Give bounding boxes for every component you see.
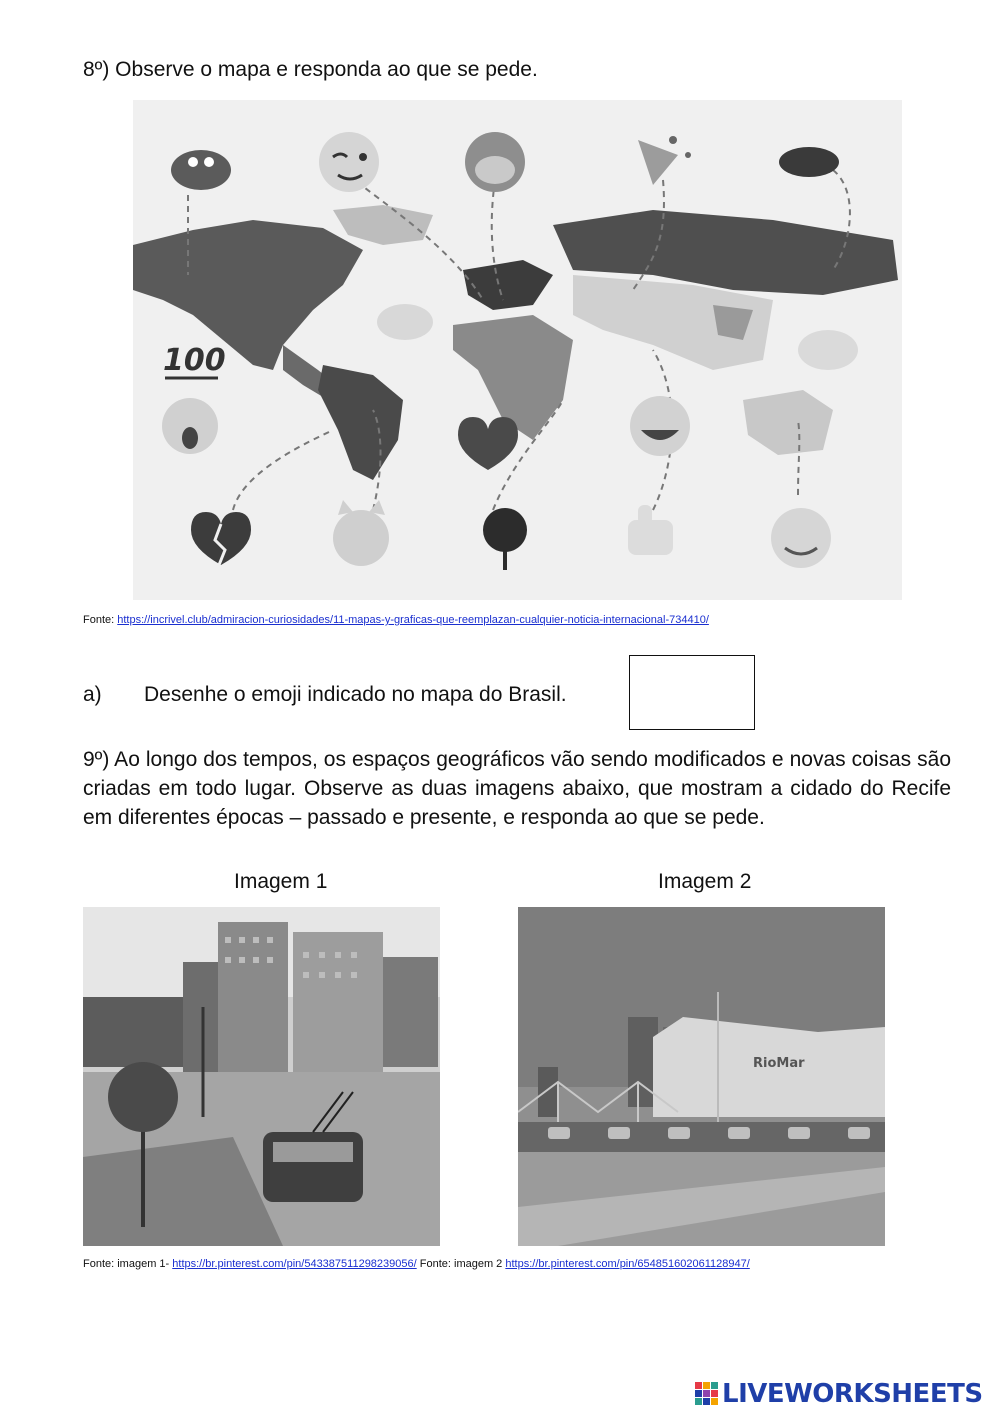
see-no-evil-monkey-emoji-icon <box>465 132 525 192</box>
brand-name: LIVEWORKSHEETS <box>722 1379 983 1409</box>
hundred-points-emoji-icon <box>163 343 226 378</box>
hundred-label: 100 <box>163 343 226 378</box>
wink-emoji-icon <box>319 132 379 192</box>
photo1-source-label: Fonte: imagem 1- <box>83 1258 173 1270</box>
map-source-label: Fonte: <box>83 614 118 626</box>
tears-of-joy-emoji-icon <box>630 396 690 456</box>
item-a-label: a) <box>83 683 102 706</box>
poop-emoji-icon <box>171 150 231 190</box>
photo2-source-link[interactable]: https://br.pinterest.com/pin/654851602061128947/ <box>505 1258 750 1270</box>
world-map-image <box>133 100 902 600</box>
map-source-link[interactable]: https://incrivel.club/admiracion-curiosidades/11-mapas-y-graficas-que-reemplazan-cualquier-noticia-internacional-734410/ <box>117 614 709 626</box>
scream-emoji-icon <box>162 398 218 454</box>
image-1-caption: Imagem 1 <box>234 870 328 893</box>
question-9-text: 9º) Ao longo dos tempos, os espaços geográficos vão sendo modificados e novas coisas são criadas em todo lugar. Observe as duas imagens abaixo, que mostram a cidado do Recife em diferentes épocas – passado e presente, e responda ao que se pede. <box>83 748 951 829</box>
photo2-source-label: Fonte: imagem 2 <box>416 1258 506 1270</box>
liveworksheets-logo-icon <box>695 1382 719 1406</box>
item-a-text: Desenhe o emoji indicado no mapa do Brasil. <box>144 683 567 706</box>
question-8-title: 8º) Observe o mapa e responda ao que se pede. <box>83 58 538 81</box>
fist-emoji-icon <box>798 330 858 370</box>
recife-past-photo <box>83 907 440 1246</box>
smiling-emoji-icon <box>771 508 831 568</box>
waving-hand-emoji-icon <box>377 304 433 340</box>
riomar-sign: RioMar <box>753 1056 805 1071</box>
image-2-caption: Imagem 2 <box>658 870 752 893</box>
emoji-answer-box[interactable] <box>629 655 755 730</box>
recife-present-photo <box>518 907 885 1246</box>
kiss-lips-emoji-icon <box>779 147 839 177</box>
photos-source <box>83 1258 750 1270</box>
map-source <box>83 614 709 626</box>
photo1-source-link[interactable]: https://br.pinterest.com/pin/543387511298239056/ <box>172 1258 417 1270</box>
liveworksheets-brand[interactable] <box>695 1378 983 1410</box>
